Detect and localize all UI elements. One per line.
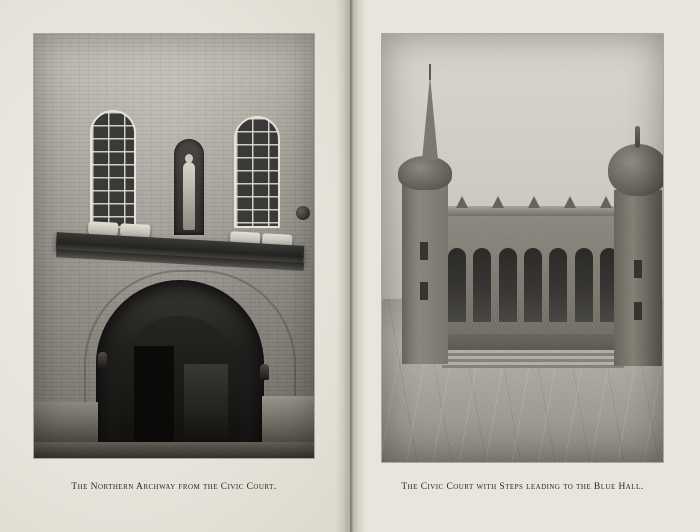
film-grain bbox=[34, 34, 314, 458]
caption-left-plate: The Northern Archway from the Civic Court. bbox=[71, 482, 277, 492]
book-spine-line bbox=[350, 0, 353, 532]
caption-right-plate: The Civic Court with Steps leading to the Blue Hall. bbox=[401, 482, 644, 492]
film-grain bbox=[382, 34, 663, 462]
photo-plate-northern-archway bbox=[34, 34, 314, 458]
left-photo-content bbox=[34, 34, 314, 458]
photo-plate-civic-court bbox=[382, 34, 663, 462]
right-photo-content bbox=[382, 34, 663, 462]
